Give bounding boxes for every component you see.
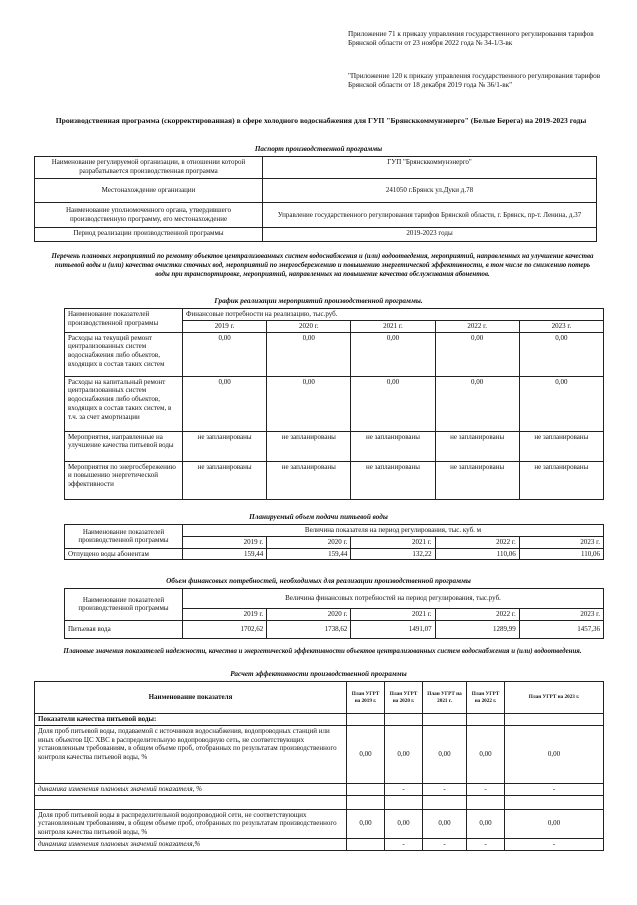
row-label: Отпущено воды абонентам <box>65 548 183 560</box>
cell-value: 0,00 <box>467 809 505 838</box>
row-label: Расходы на капитальный ремонт централизованных систем водоснабжения либо объектов, входящих в состав таких систем, в т.ч. за счет амортизации <box>65 376 183 431</box>
finance-table <box>64 588 604 639</box>
volume-header-row <box>65 525 604 537</box>
cell-value: 0,00 <box>467 725 505 783</box>
cell-value: - <box>385 783 423 795</box>
cell-value: 0,00 <box>385 725 423 783</box>
cell-value: не запланированы <box>267 431 351 461</box>
passport-label: Период реализации производственной программы <box>35 228 263 242</box>
table-row <box>35 783 604 795</box>
passport-table <box>34 156 597 242</box>
efficiency-table <box>34 681 604 851</box>
table-row <box>65 548 604 560</box>
passport-label: Наименование регулируемой организации, в отношении которой разрабатывается производственная программа <box>35 157 263 179</box>
row-label: Мероприятия, направленные на улучшение качества питьевой воды <box>65 431 183 461</box>
cell-value: 0,00 <box>519 332 603 376</box>
cell-value: 0,00 <box>183 376 267 431</box>
year-header: 2022 г. <box>435 536 519 548</box>
cell-value: - <box>467 838 505 850</box>
year-header: 2020 г. <box>267 536 351 548</box>
cell-value: 0,00 <box>435 332 519 376</box>
year-header: План УГРТ на 2020 г. <box>385 682 423 714</box>
year-header: 2019 г. <box>183 609 267 621</box>
cell-value: не запланированы <box>183 431 267 461</box>
passport-row <box>35 203 597 228</box>
cell-value: 0,00 <box>423 725 467 783</box>
cell-value: 0,00 <box>351 376 435 431</box>
year-header: 2023 г. <box>519 609 603 621</box>
year-header: План УГРТ на 2019 г. <box>347 682 385 714</box>
year-header: 2021 г. <box>351 320 435 332</box>
cell-value: 0,00 <box>347 725 385 783</box>
table-row <box>35 809 604 838</box>
reliability-paragraph: Плановые значения показателей надежности, качества и энергетической эффективности объектов централизованных систем водоснабжения и (или) водоотведения. <box>63 648 582 655</box>
cell-value: 0,00 <box>505 809 604 838</box>
table-row <box>65 332 604 376</box>
document-title: Производственная программа (скорректированная) в сфере холодного водоснабжения для ГУП "Брянсккоммунэнерго" (Белые Берега) на 2019-2023 годы <box>55 116 587 125</box>
finance-col-header: Наименование показателей производственной программы <box>65 589 183 621</box>
year-header: 2019 г. <box>183 320 267 332</box>
cell-value: не запланированы <box>435 431 519 461</box>
table-row <box>65 620 604 638</box>
efficiency-caption: Расчет эффективности производственной программы <box>230 670 407 678</box>
row-label: Доля проб питьевой воды, подаваемой с источников водоснабжения, водопроводных станций или иных объектов ЦС ХВС в распределительную водопроводную сеть, не соответствующих установленным требованиям, в общем объеме проб, отобранных по результатам производственного контроля качества питьевой воды, % <box>35 725 347 783</box>
cell-value: не запланированы <box>435 461 519 499</box>
row-label: Мероприятия по энергосбережению и повышению энергетической эффективности <box>65 461 183 499</box>
cell-value: 0,00 <box>385 809 423 838</box>
cell-value: 0,00 <box>183 332 267 376</box>
passport-value: 241050 г.Брянск ул.Дуки д.78 <box>263 179 597 203</box>
cell-value: 0,00 <box>351 332 435 376</box>
order-reference-header: Приложение 71 к приказу управления государственного регулирования тарифов Брянской области от 23 ноября 2022 года № 34-1/3-вк <box>348 30 594 47</box>
efficiency-col-header: Наименование показателя <box>35 682 347 714</box>
measures-paragraph: Перечень плановых мероприятий по ремонту объектов централизованных систем водоснабжения и (или) водоотведения, мероприятий, направленных на улучшение качества питьевой воды и (или) качества очистки сточных вод, мероприятий по энергосбережению и повышению энергетической эффективности, в том числе по снижению потерь воды при транспортировке, мероприятий, направленных на повышение качества обслуживания абонентов. <box>51 253 594 278</box>
passport-row <box>35 179 597 203</box>
cell-value: 0,00 <box>505 725 604 783</box>
row-label: Расходы на текущий ремонт централизованных систем водоснабжения либо объектов, входящих в состав таких систем <box>65 332 183 376</box>
passport-row <box>35 157 597 179</box>
cell-value: - <box>423 838 467 850</box>
row-label: динамика изменения плановых значений показателя, % <box>35 783 347 795</box>
row-label: динамика изменения плановых значений показателя,% <box>35 838 347 850</box>
table-row <box>65 461 604 499</box>
schedule-caption: График реализации мероприятий производственной программы. <box>214 297 423 305</box>
passport-value: 2019-2023 годы <box>263 228 597 242</box>
cell-value: не запланированы <box>183 461 267 499</box>
year-header: 2021 г. <box>351 609 435 621</box>
cell-value: - <box>467 783 505 795</box>
cell-value <box>347 783 385 795</box>
year-header: План УГРТ на 2023 г. <box>505 682 604 714</box>
cell-value: 132,22 <box>351 548 435 560</box>
cell-value <box>347 838 385 850</box>
passport-value: Управление государственного регулирования тарифов Брянской области, г. Брянск, пр-т. Ленина, д.37 <box>263 203 597 228</box>
cell-value: 159,44 <box>267 548 351 560</box>
finance-caption: Объем финансовых потребностей, необходимых для реализации производственной программы <box>166 577 471 585</box>
cell-value: - <box>385 838 423 850</box>
volume-value-header: Величина показателя на период регулирования, тыс. куб. м <box>183 525 604 537</box>
volume-col-header: Наименование показателей производственной программы <box>65 525 183 549</box>
year-header: План УГРТ на 2021 г. <box>423 682 467 714</box>
cell-value: - <box>505 838 604 850</box>
table-row <box>65 431 604 461</box>
year-header: 2021 г. <box>351 536 435 548</box>
year-header: 2023 г. <box>519 536 603 548</box>
year-header: 2023 г. <box>519 320 603 332</box>
volume-table <box>64 524 604 560</box>
section-row <box>35 714 604 726</box>
cell-value: 0,00 <box>267 332 351 376</box>
year-header: 2022 г. <box>435 609 519 621</box>
finance-header-row <box>65 589 604 609</box>
year-header: План УГРТ на 2022 г. <box>467 682 505 714</box>
cell-value: 110,06 <box>519 548 603 560</box>
cell-value: 159,44 <box>183 548 267 560</box>
volume-caption: Планируемый объем подачи питьевой воды <box>249 513 388 521</box>
passport-value: ГУП "Брянсккоммунэнерго" <box>263 157 597 179</box>
schedule-fin-header: Финансовые потребности на реализацию, тыс.руб. <box>183 309 604 321</box>
cell-value: не запланированы <box>519 431 603 461</box>
cell-value: не запланированы <box>519 461 603 499</box>
previous-order-reference: "Приложение 120 к приказу управления государственного регулирования тарифов Брянской области от 18 декабря 2019 года № 36/1-вк" <box>348 72 601 89</box>
cell-value: - <box>505 783 604 795</box>
table-row <box>35 838 604 850</box>
schedule-header-row <box>65 309 604 321</box>
spacer-row <box>35 795 604 809</box>
efficiency-header-row <box>35 682 604 714</box>
cell-value: - <box>423 783 467 795</box>
cell-value: 0,00 <box>519 376 603 431</box>
cell-value: не запланированы <box>351 431 435 461</box>
row-label: Питьевая вода <box>65 620 183 638</box>
schedule-table <box>64 308 604 500</box>
passport-label: Местонахождение организации <box>35 179 263 203</box>
finance-value-header: Величина финансовых потребностей на период регулирования, тыс.руб. <box>183 589 604 609</box>
cell-value: 1289,99 <box>435 620 519 638</box>
cell-value: 1702,62 <box>183 620 267 638</box>
year-header: 2020 г. <box>267 320 351 332</box>
year-header: 2022 г. <box>435 320 519 332</box>
cell-value: 0,00 <box>267 376 351 431</box>
row-label: Доля проб питьевой воды в распределительной водопроводной сети, не соответствующих установленным требованиям, в общем объеме проб, отобранных по результатам производственного контроля качества питьевой воды, % <box>35 809 347 838</box>
table-row <box>35 725 604 783</box>
cell-value: 1457,36 <box>519 620 603 638</box>
section-label: Показатели качества питьевой воды: <box>35 714 347 726</box>
cell-value: 0,00 <box>435 376 519 431</box>
passport-caption: Паспорт производственной программы <box>254 145 383 153</box>
cell-value: не запланированы <box>351 461 435 499</box>
table-row <box>65 376 604 431</box>
cell-value: 0,00 <box>423 809 467 838</box>
cell-value: 0,00 <box>347 809 385 838</box>
cell-value: 110,06 <box>435 548 519 560</box>
passport-row <box>35 228 597 242</box>
schedule-col-header: Наименование показателей производственной программы <box>65 309 183 333</box>
cell-value: 1491,07 <box>351 620 435 638</box>
passport-label: Наименование уполномоченного органа, утвердившего производственную программу, его местонахождение <box>35 203 263 228</box>
cell-value: 1738,62 <box>267 620 351 638</box>
cell-value: не запланированы <box>267 461 351 499</box>
year-header: 2020 г. <box>267 609 351 621</box>
year-header: 2019 г. <box>183 536 267 548</box>
